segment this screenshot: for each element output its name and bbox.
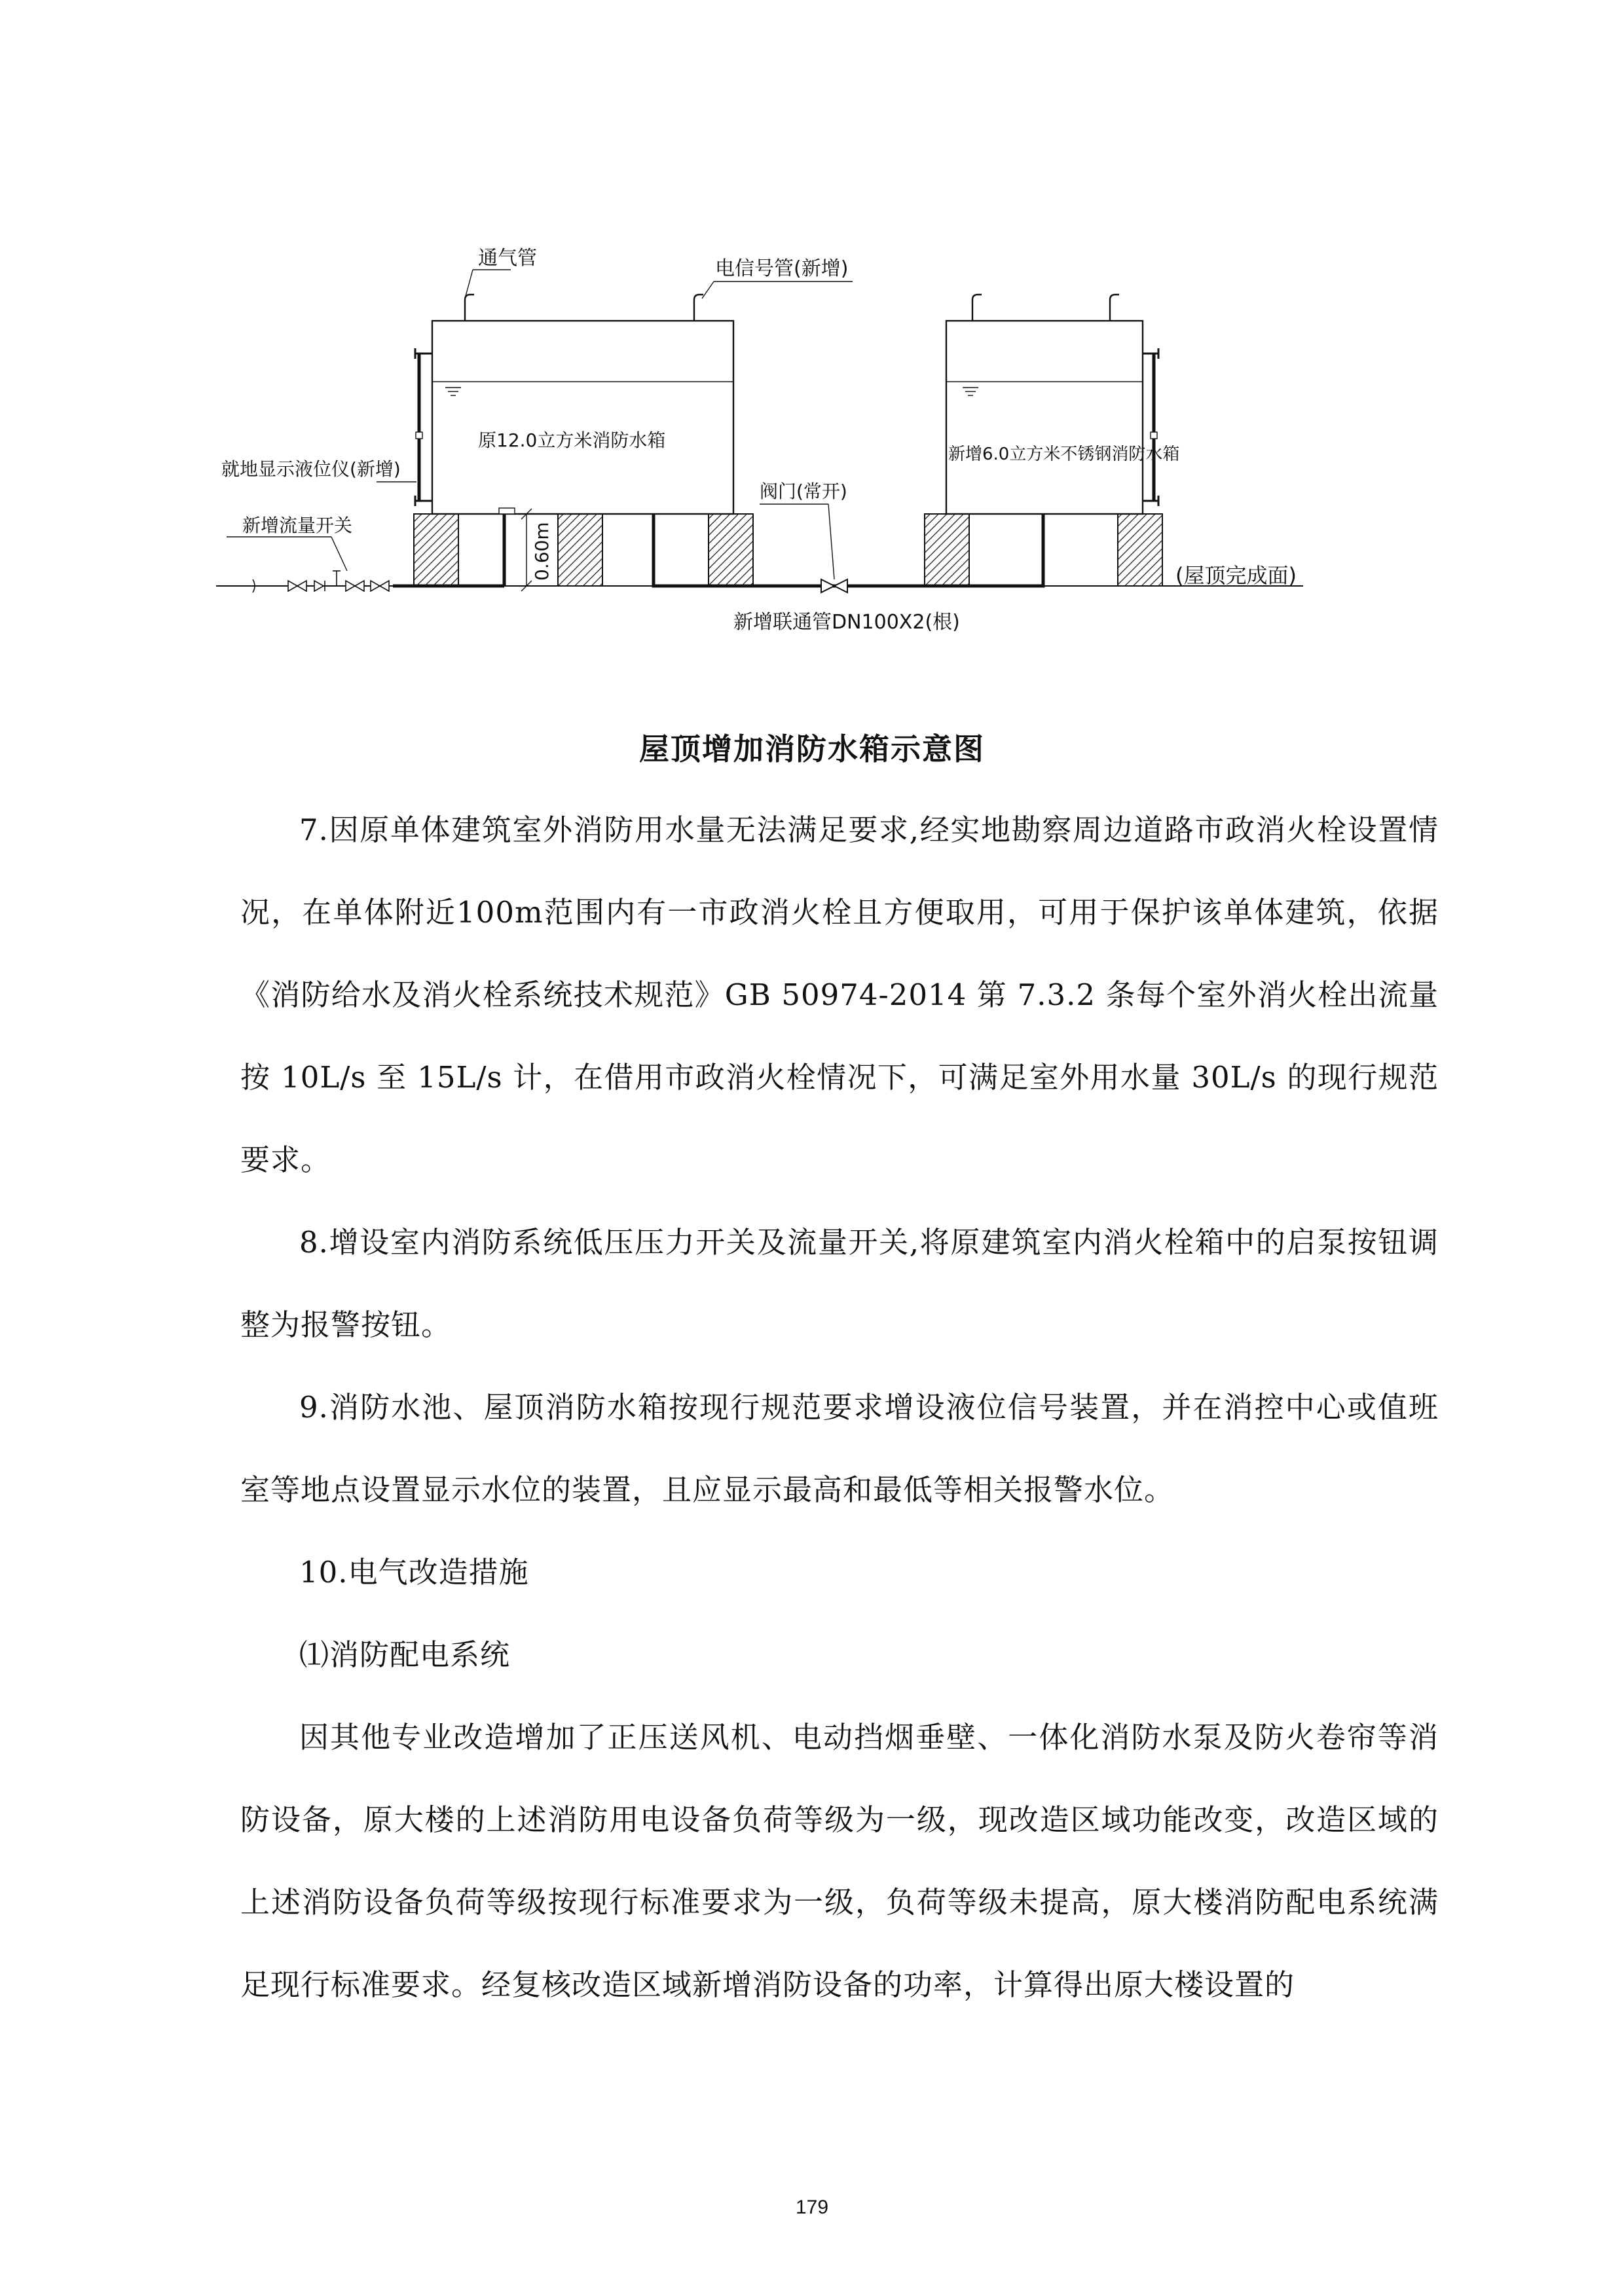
height-label: 0.60m (531, 522, 553, 581)
new-tank-label: 新增6.0立方米不锈钢消防水箱 (948, 445, 1180, 464)
diagram-drawing (216, 236, 1329, 655)
figure-caption: 屋顶增加消防水箱示意图 (639, 731, 985, 767)
flow-switch-label: 新增流量开关 (242, 515, 353, 536)
level-meter-label: 就地显示液位仪(新增) (221, 458, 401, 480)
new-tank (946, 295, 1159, 514)
paragraph-power-distribution: 因其他专业改造增加了正压送风机、电动挡烟垂壁、一体化消防水泵及防火卷帘等消防设备，原大楼的上述消防用电设备负荷等级为一级，现改造区域功能改变，改造区域的上述消防设备负荷等级按现行标准要求为一级，负荷等级未提高，原大楼消防配电系统满足现行标准要求。经复核改造区域新增消防设备的功率，计算得出原大楼设置的 (240, 1720, 1439, 2002)
body-text (240, 789, 1439, 2026)
old-tank-label: 原12.0立方米消防水箱 (478, 429, 666, 451)
section-heading-10: 10.电气改造措施 (299, 1555, 529, 1590)
paragraph-8: 8.增设室内消防系统低压压力开关及流量开关,将原建筑室内消火栓箱中的启泵按钮调整为报警按钮。 (240, 1225, 1439, 1342)
valve-label: 阀门(常开) (760, 481, 847, 502)
signal-pipe-label: 电信号管(新增) (715, 257, 849, 280)
roof-tank-diagram (216, 236, 1329, 655)
vent-pipe-label: 通气管 (478, 247, 537, 270)
connection-pipe-label: 新增联通管DN100X2(根) (733, 611, 960, 634)
subsection-heading-1: ⑴消防配电系统 (299, 1637, 511, 1672)
original-tank (415, 295, 733, 514)
paragraph-9: 9.消防水池、屋顶消防水箱按现行规范要求增设液位信号装置，并在消控中心或值班室等地点设置显示水位的装置，且应显示最高和最低等相关报警水位。 (240, 1390, 1439, 1507)
roof-finish-label: (屋顶完成面) (1175, 563, 1297, 588)
paragraph-7: 7.因原单体建筑室外消防用水量无法满足要求,经实地勘察周边道路市政消火栓设置情况，在单体附近100m范围内有一市政消火栓且方便取用，可用于保护该单体建筑，依据《消防给水及消火栓系统技术规范》GB 50974-2014 第 7.3.2 条每个室外消火栓出流量按 10L/s 至 15L/s 计，在借用市政消火栓情况下，可满足室外用水量 30L/s 的现行规范要求。 (240, 812, 1439, 1177)
inlet-flow-switch (253, 571, 393, 592)
page-number: 179 (795, 2196, 829, 2218)
